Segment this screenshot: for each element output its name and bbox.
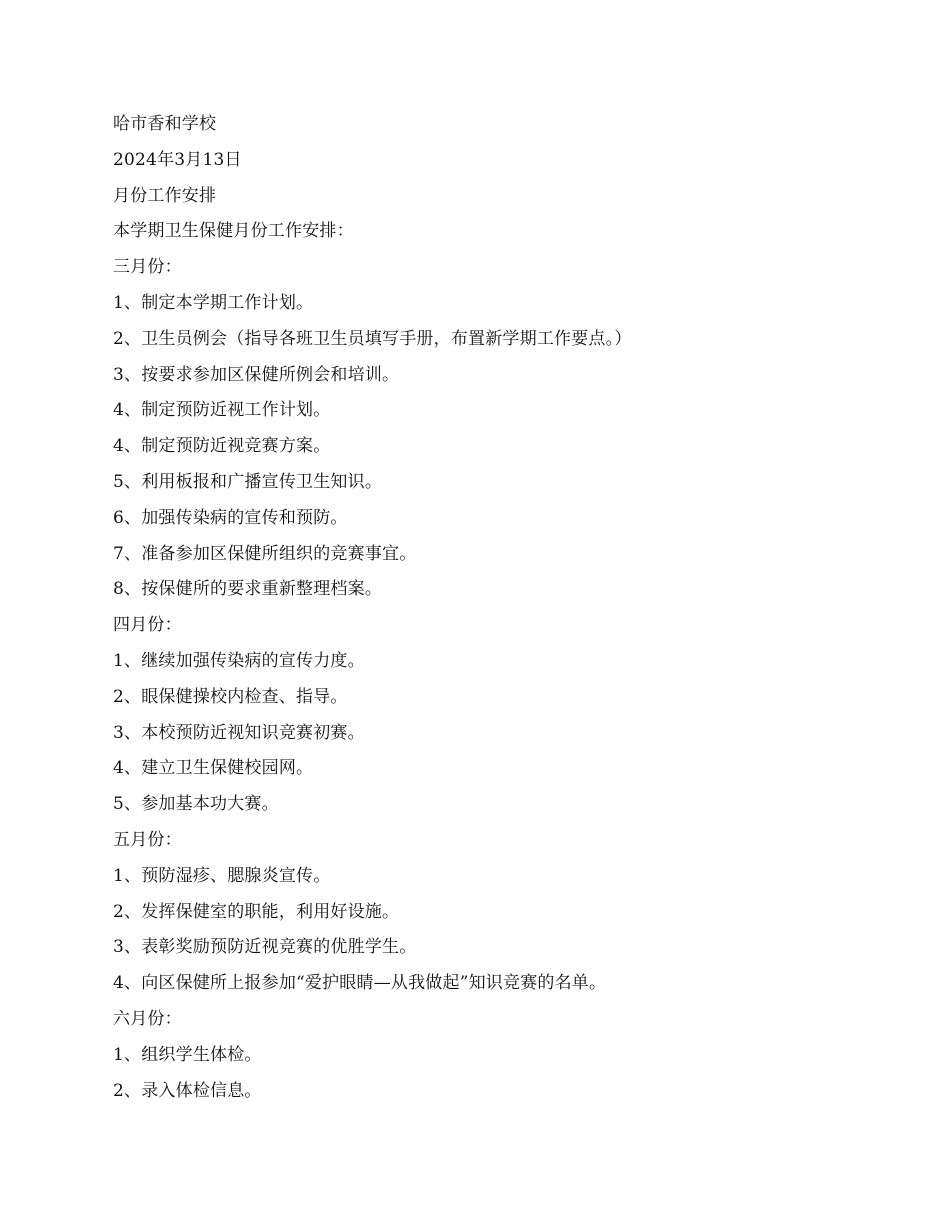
list-item: 2、卫生员例会（指导各班卫生员填写手册，布置新学期工作要点。） <box>113 328 632 349</box>
list-item: 2、录入体检信息。 <box>113 1080 262 1101</box>
list-item: 1、组织学生体检。 <box>113 1044 262 1065</box>
list-item: 4、制定预防近视竞赛方案。 <box>113 436 331 457</box>
month-heading-june: 六月份： <box>113 1008 182 1029</box>
month-heading-may: 五月份： <box>113 829 182 850</box>
document-body <box>113 112 873 1114</box>
list-item: 8、按保健所的要求重新整理档案。 <box>113 579 383 600</box>
list-item: 4、向区保健所上报参加“爱护眼睛—从我做起”知识竞赛的名单。 <box>113 973 607 994</box>
list-item: 5、利用板报和广播宣传卫生知识。 <box>113 471 383 492</box>
list-item: 2、发挥保健室的职能，利用好设施。 <box>113 901 400 922</box>
intro-text: 本学期卫生保健月份工作安排： <box>113 221 354 242</box>
list-item: 2、眼保健操校内检查、指导。 <box>113 686 348 707</box>
list-item: 1、继续加强传染病的宣传力度。 <box>113 650 365 671</box>
document-title: 月份工作安排 <box>113 185 217 206</box>
list-item: 3、按要求参加区保健所例会和培训。 <box>113 364 400 385</box>
list-item: 3、本校预防近视知识竞赛初赛。 <box>113 722 365 743</box>
list-item: 6、加强传染病的宣传和预防。 <box>113 507 348 528</box>
list-item: 1、预防湿疹、腮腺炎宣传。 <box>113 865 331 886</box>
list-item: 4、制定预防近视工作计划。 <box>113 400 331 421</box>
document-date: 2024年3月13日 <box>113 149 242 170</box>
list-item: 1、制定本学期工作计划。 <box>113 292 314 313</box>
list-item: 3、表彰奖励预防近视竞赛的优胜学生。 <box>113 937 417 958</box>
list-item: 7、准备参加区保健所组织的竞赛事宜。 <box>113 543 417 564</box>
month-heading-april: 四月份： <box>113 615 182 636</box>
list-item: 5、参加基本功大赛。 <box>113 794 279 815</box>
month-heading-march: 三月份： <box>113 257 182 278</box>
list-item: 4、建立卫生保健校园网。 <box>113 758 314 779</box>
school-name: 哈市香和学校 <box>113 114 217 134</box>
